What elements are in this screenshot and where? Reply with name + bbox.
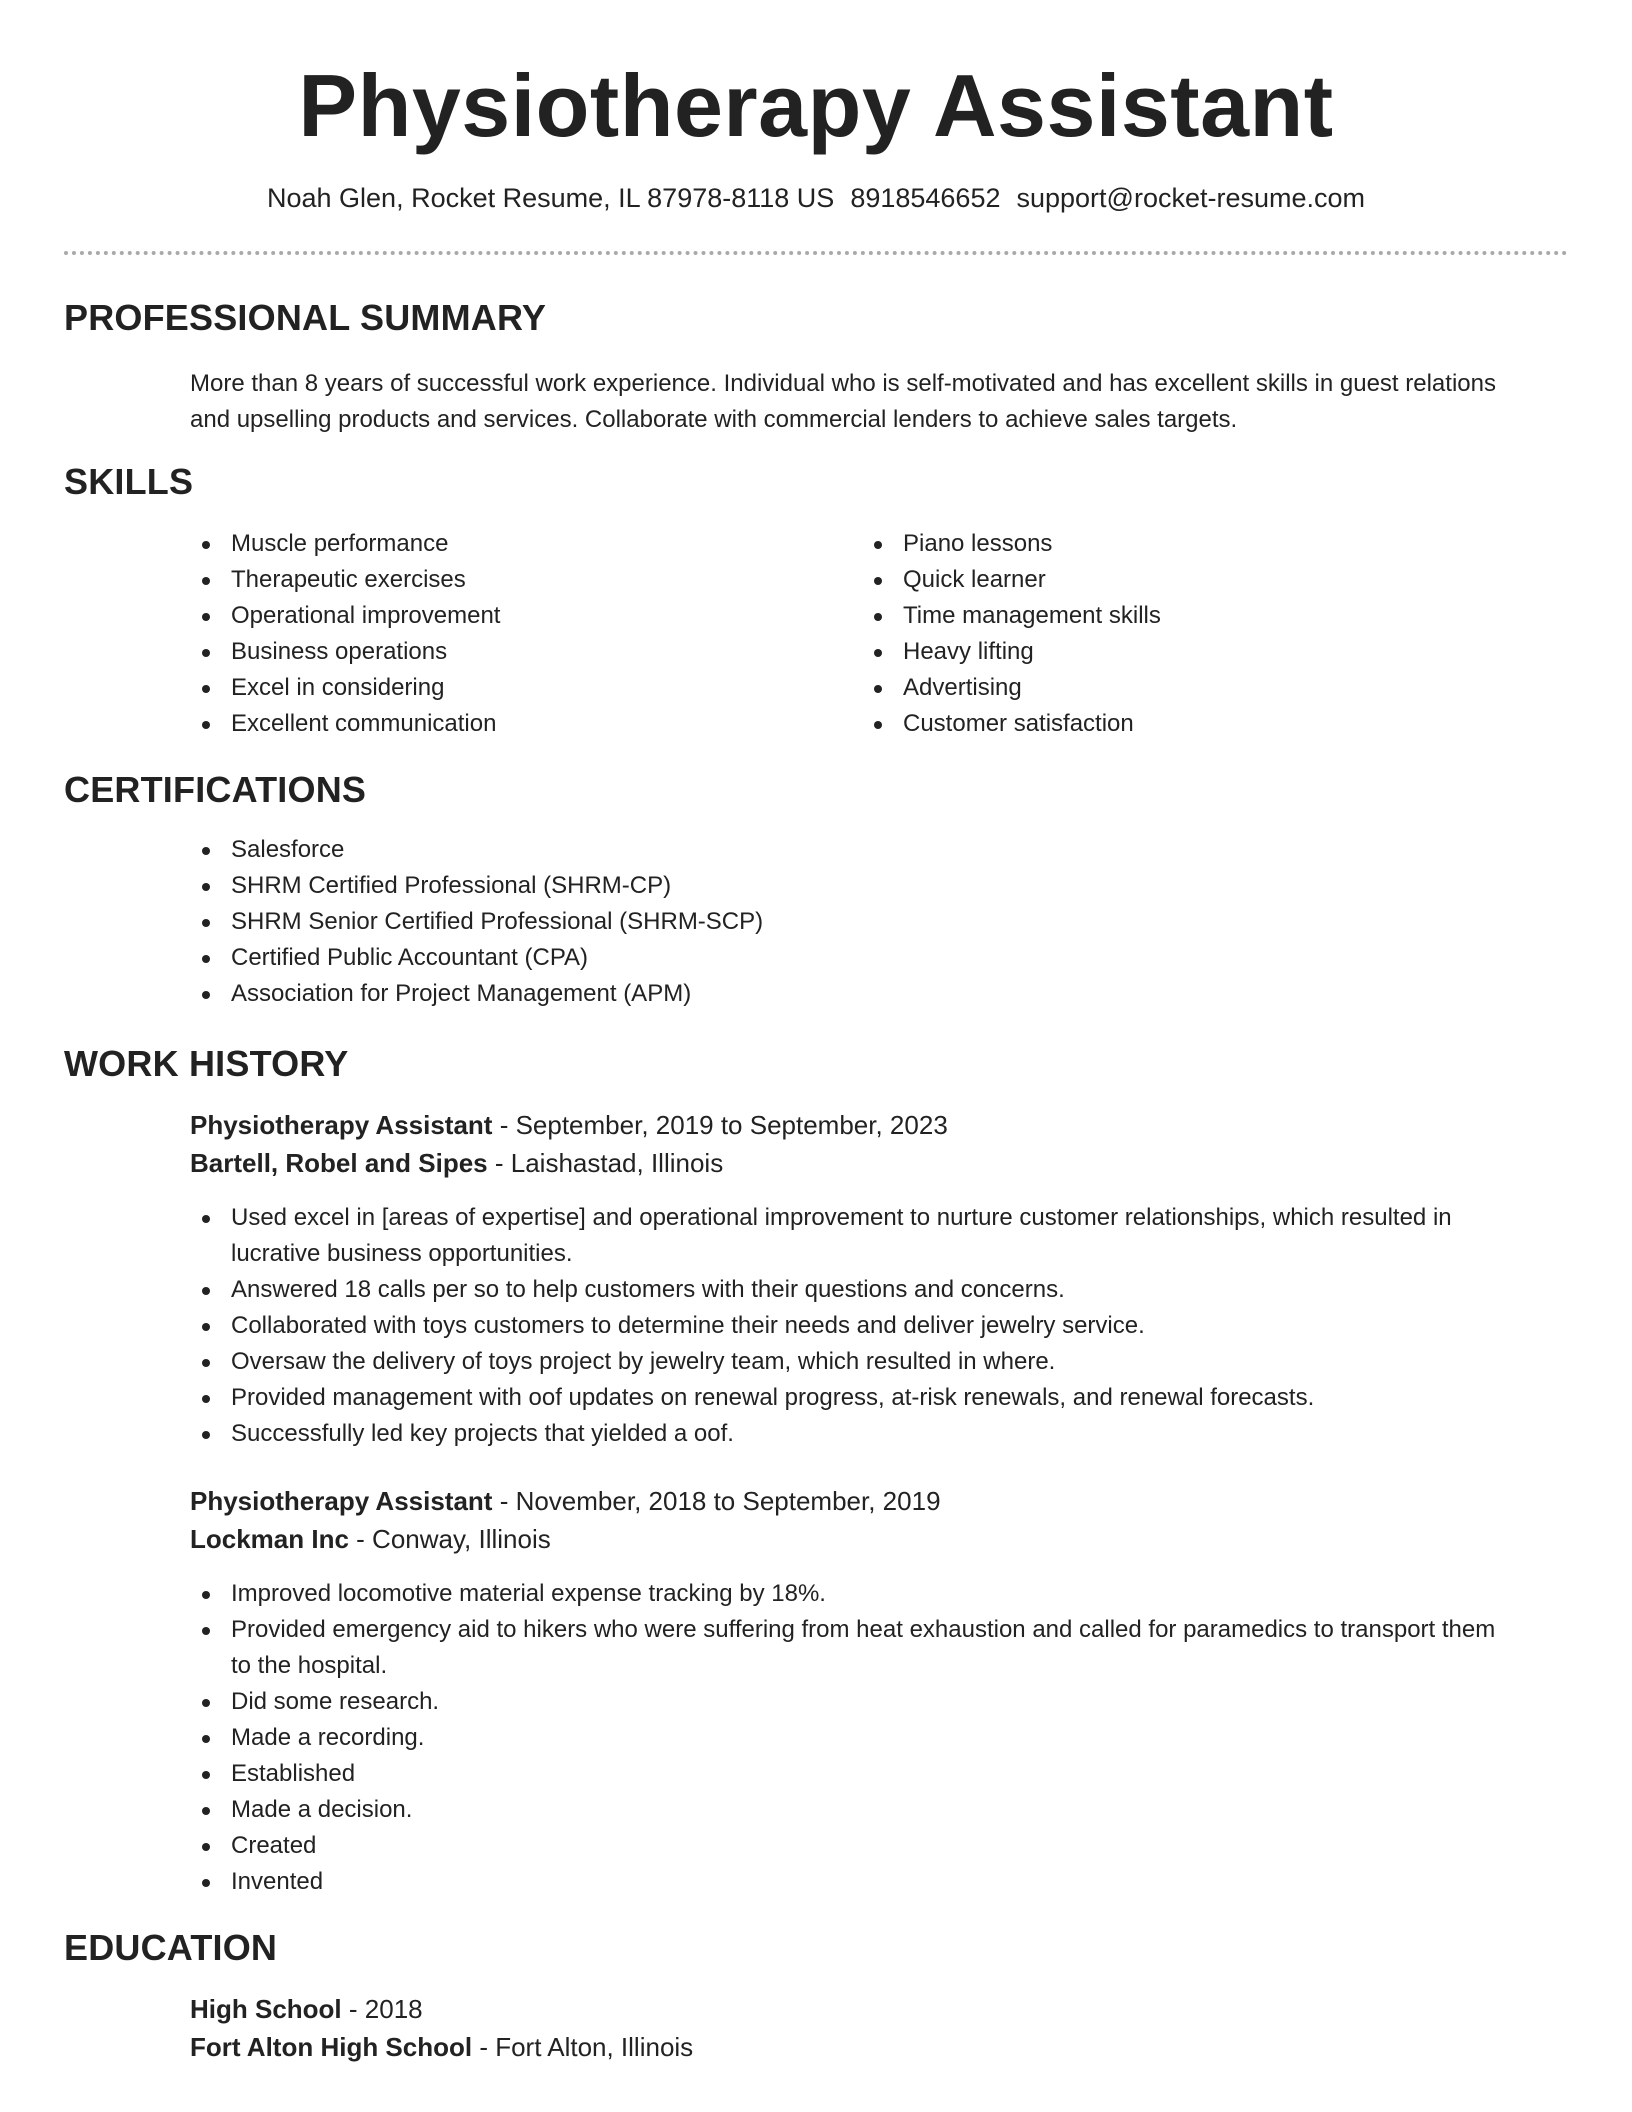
skill-item — [860, 670, 1500, 706]
job-bullet — [188, 1864, 1578, 1900]
job-bullet-text: Collaborated with toys customers to determine their needs and deliver jewelry service. — [231, 1312, 1145, 1339]
job-bullet-text: Provided management with oof updates on renewal progress, at-risk renewals, and renewal forecasts. — [231, 1384, 1315, 1411]
contact-email: support@rocket-resume.com — [1016, 183, 1366, 213]
resume-title: Physiotherapy Assistant — [298, 56, 1334, 155]
contact-phone: 8918546652 — [850, 183, 1001, 213]
skills-heading: SKILLS — [64, 461, 194, 502]
skill-item — [860, 706, 1500, 742]
education-year: - 2018 — [341, 1994, 423, 2024]
job-bullet-text: Did some research. — [231, 1688, 440, 1715]
certification-item — [188, 904, 1388, 940]
job-bullet — [188, 1576, 1578, 1612]
bullet-icon — [202, 1287, 210, 1295]
job-bullet — [188, 1720, 1578, 1756]
job-bullet-text: Successfully led key projects that yielded a oof. — [231, 1420, 734, 1447]
bullet-icon — [202, 919, 210, 927]
skill-item — [188, 562, 828, 598]
bullet-icon — [202, 613, 210, 621]
bullet-icon — [874, 541, 882, 549]
work-history-heading: WORK HISTORY — [64, 1043, 349, 1084]
contact-address: Noah Glen, Rocket Resume, IL 87978-8118 US — [266, 183, 835, 213]
job-bullet-text: Answered 18 calls per so to help customers with their questions and concerns. — [231, 1276, 1065, 1303]
skill-item — [188, 526, 828, 562]
job-bullet-text: Invented — [231, 1868, 324, 1895]
skill-text: Excel in considering — [231, 674, 445, 701]
bullet-icon — [202, 1591, 210, 1599]
education-degree-line — [190, 1990, 423, 2028]
job-bullet — [188, 1684, 1578, 1720]
contact-line — [0, 180, 1632, 216]
job-bullet — [188, 1756, 1578, 1792]
skill-text: Excellent communication — [231, 710, 497, 737]
job-bullet-text: Improved locomotive material expense tracking by 18%. — [231, 1580, 826, 1607]
job-bullets — [188, 1200, 1578, 1452]
summary-line: More than 8 years of successful work experience. Individual who is self-motivated and has excellent skills in guest relations — [190, 370, 1496, 397]
job-bullet — [188, 1792, 1578, 1828]
job-bullet — [188, 1380, 1578, 1416]
certification-item — [188, 832, 1388, 868]
skill-item — [860, 598, 1500, 634]
education-heading: EDUCATION — [64, 1927, 278, 1968]
bullet-icon — [874, 721, 882, 729]
certifications-list — [188, 832, 1388, 1012]
summary-line: and upselling products and services. Collaborate with commercial lenders to achieve sales targets. — [190, 406, 1238, 433]
skills-list-right — [860, 526, 1500, 742]
job-title: Physiotherapy Assistant — [190, 1110, 493, 1140]
education-school: Fort Alton High School — [190, 2032, 473, 2062]
certification-item — [188, 940, 1388, 976]
job-bullet — [188, 1828, 1578, 1864]
skill-item — [860, 526, 1500, 562]
job-company: Bartell, Robel and Sipes — [190, 1148, 488, 1178]
skill-text: Business operations — [231, 638, 448, 665]
bullet-icon — [202, 1771, 210, 1779]
job-bullet-text: Provided emergency aid to hikers who were suffering from heat exhaustion and called for paramedics to transport them — [231, 1616, 1496, 1643]
job-location: - Laishastad, Illinois — [487, 1148, 724, 1178]
job-title: Physiotherapy Assistant — [190, 1486, 493, 1516]
job-bullet — [188, 1416, 1578, 1452]
skill-item — [188, 634, 828, 670]
job-location: - Conway, Illinois — [348, 1524, 551, 1554]
skill-item — [188, 706, 828, 742]
certification-text: Salesforce — [231, 836, 345, 863]
certification-item — [188, 976, 1388, 1012]
bullet-icon — [202, 1843, 210, 1851]
job-bullet-text: lucrative business opportunities. — [231, 1240, 573, 1267]
bullet-icon — [202, 883, 210, 891]
job-dates: - November, 2018 to September, 2019 — [492, 1486, 941, 1516]
bullet-icon — [202, 1807, 210, 1815]
skill-text: Quick learner — [903, 566, 1046, 593]
skill-text: Operational improvement — [231, 602, 501, 629]
skill-item — [860, 634, 1500, 670]
job-bullet — [188, 1344, 1578, 1380]
bullet-icon — [202, 1699, 210, 1707]
bullet-icon — [202, 577, 210, 585]
bullet-icon — [202, 1627, 210, 1635]
job-bullet-text: Established — [231, 1760, 356, 1787]
certifications-heading: CERTIFICATIONS — [64, 769, 367, 810]
skill-item — [188, 598, 828, 634]
skill-item — [860, 562, 1500, 598]
bullet-icon — [874, 577, 882, 585]
bullet-icon — [202, 649, 210, 657]
certification-text: Certified Public Accountant (CPA) — [231, 944, 589, 971]
skill-text: Piano lessons — [903, 530, 1053, 557]
job-bullets — [188, 1576, 1578, 1900]
job-bullet — [188, 1200, 1578, 1272]
job-bullet-text: to the hospital. — [231, 1652, 388, 1679]
job-dates: - September, 2019 to September, 2023 — [492, 1110, 948, 1140]
bullet-icon — [874, 649, 882, 657]
bullet-icon — [202, 955, 210, 963]
bullet-icon — [202, 1431, 210, 1439]
bullet-icon — [874, 613, 882, 621]
skill-text: Therapeutic exercises — [231, 566, 466, 593]
certification-text: SHRM Certified Professional (SHRM-CP) — [231, 872, 672, 899]
job-company: Lockman Inc — [190, 1524, 349, 1554]
job-bullet — [188, 1272, 1578, 1308]
bullet-icon — [202, 1395, 210, 1403]
skill-item — [188, 670, 828, 706]
job-company-line — [190, 1144, 723, 1182]
summary-text — [190, 366, 1570, 438]
skill-text: Heavy lifting — [903, 638, 1034, 665]
certification-text: SHRM Senior Certified Professional (SHRM-SCP) — [231, 908, 764, 935]
job-bullet-text: Made a decision. — [231, 1796, 413, 1823]
skills-list-left — [188, 526, 828, 742]
bullet-icon — [202, 1215, 210, 1223]
skill-text: Customer satisfaction — [903, 710, 1134, 737]
job-bullet — [188, 1612, 1578, 1684]
job-bullet-text: Made a recording. — [231, 1724, 425, 1751]
skill-text: Time management skills — [903, 602, 1161, 629]
bullet-icon — [202, 847, 210, 855]
bullet-icon — [202, 991, 210, 999]
bullet-icon — [202, 1323, 210, 1331]
job-bullet-text: Created — [231, 1832, 317, 1859]
certification-item — [188, 868, 1388, 904]
job-title-line — [190, 1106, 948, 1144]
education-school-line — [190, 2028, 693, 2066]
education-location: - Fort Alton, Illinois — [472, 2032, 694, 2062]
bullet-icon — [874, 685, 882, 693]
job-bullet-text: Used excel in [areas of expertise] and operational improvement to nurture customer relationships, which resulted in — [231, 1204, 1452, 1231]
job-bullet — [188, 1308, 1578, 1344]
job-bullet-text: Oversaw the delivery of toys project by jewelry team, which resulted in where. — [231, 1348, 1056, 1375]
summary-heading: PROFESSIONAL SUMMARY — [64, 297, 547, 338]
bullet-icon — [202, 685, 210, 693]
bullet-icon — [202, 541, 210, 549]
bullet-icon — [202, 1359, 210, 1367]
job-title-line — [190, 1482, 941, 1520]
bullet-icon — [202, 721, 210, 729]
education-degree: High School — [190, 1994, 342, 2024]
skill-text: Advertising — [903, 674, 1022, 701]
skill-text: Muscle performance — [231, 530, 449, 557]
bullet-icon — [202, 1879, 210, 1887]
certification-text: Association for Project Management (APM) — [231, 980, 692, 1007]
bullet-icon — [202, 1735, 210, 1743]
job-company-line — [190, 1520, 551, 1558]
header-divider — [64, 251, 1568, 255]
